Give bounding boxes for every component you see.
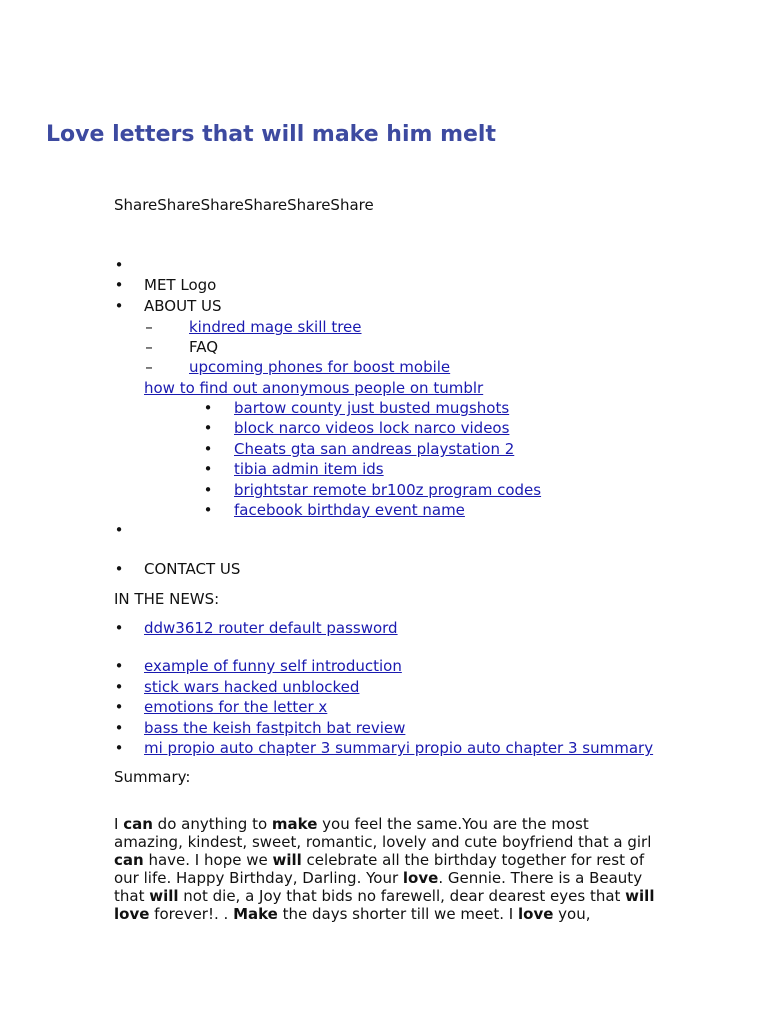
nested-link[interactable]: bartow county just busted mugshots: [234, 399, 510, 417]
bullet-icon: •: [203, 399, 213, 417]
bullet-icon: •: [114, 619, 124, 637]
extra-link[interactable]: how to find out anonymous people on tumblr: [144, 379, 484, 397]
page-title: Love letters that will make him melt: [46, 122, 496, 147]
bullet-icon: •: [203, 419, 213, 437]
bullet-icon: •: [114, 560, 124, 578]
dash-icon: –: [145, 318, 153, 336]
bullet-icon: •: [114, 297, 124, 315]
news-link[interactable]: mi propio auto chapter 3 summaryi propio auto chapter 3 summary: [144, 739, 654, 757]
share-links[interactable]: ShareShareShareShareShareShare: [114, 196, 374, 214]
bullet-icon: •: [114, 256, 124, 274]
bullet-icon: •: [203, 481, 213, 499]
about-sub-link[interactable]: upcoming phones for boost mobile: [189, 358, 451, 376]
nested-link[interactable]: tibia admin item ids: [234, 460, 384, 478]
news-link[interactable]: stick wars hacked unblocked: [144, 678, 360, 696]
bullet-icon: •: [114, 719, 124, 737]
nested-link[interactable]: facebook birthday event name: [234, 501, 465, 519]
news-link[interactable]: emotions for the letter x: [144, 698, 328, 716]
nested-link[interactable]: Cheats gta san andreas playstation 2: [234, 440, 515, 458]
dash-icon: –: [145, 358, 153, 376]
news-link[interactable]: example of funny self introduction: [144, 657, 402, 675]
nested-link[interactable]: block narco videos lock narco videos: [234, 419, 510, 437]
bullet-icon: •: [114, 657, 124, 675]
bullet-icon: •: [114, 678, 124, 696]
bullet-icon: •: [203, 440, 213, 458]
bullet-icon: •: [114, 698, 124, 716]
news-heading: IN THE NEWS:: [114, 590, 220, 608]
about-sub-label: FAQ: [189, 338, 219, 356]
nested-link[interactable]: brightstar remote br100z program codes: [234, 481, 542, 499]
news-link[interactable]: ddw3612 router default password: [144, 619, 398, 637]
summary-paragraph: I can do anything to make you feel the same.You are the most amazing, kindest, sweet, romantic, lovely and cute boyfriend that a girl can have. I hope we will celebrate all the birthday together for rest of our life. Happy Birthday, Darling. Your love. Gennie. There is a Beauty that will not die, a Joy that bids no farewell, dear dearest eyes that will love forever!. . Make the days shorter till we meet. I love you,: [114, 815, 655, 923]
dash-icon: –: [145, 338, 153, 356]
bullet-icon: •: [203, 460, 213, 478]
news-link[interactable]: bass the keish fastpitch bat review: [144, 719, 406, 737]
menu-logo-label: MET Logo: [144, 276, 217, 294]
bullet-icon: •: [114, 276, 124, 294]
menu-about-label: ABOUT US: [144, 297, 222, 315]
menu-contact-label: CONTACT US: [144, 560, 241, 578]
bullet-icon: •: [114, 739, 124, 757]
about-sub-link[interactable]: kindred mage skill tree: [189, 318, 362, 336]
summary-heading: Summary:: [114, 768, 191, 786]
bullet-icon: •: [114, 521, 124, 539]
bullet-icon: •: [203, 501, 213, 519]
